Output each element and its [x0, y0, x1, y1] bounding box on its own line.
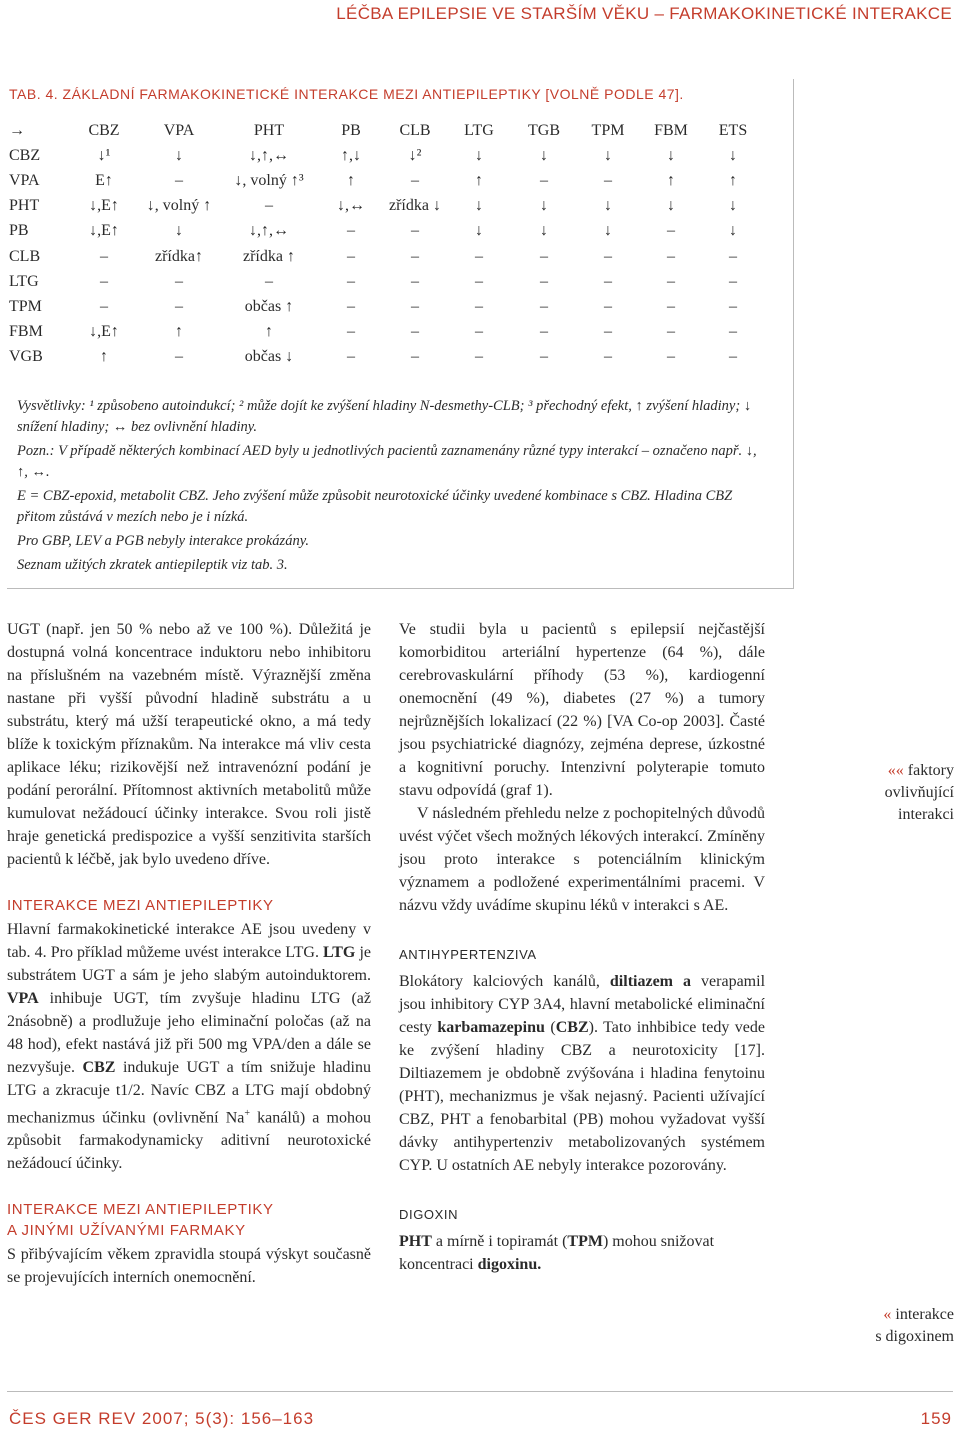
- middle-column: [399, 618, 765, 1276]
- table-cell: ↓: [604, 146, 612, 164]
- left-column: [7, 618, 371, 1289]
- table-cell: ↓,↔: [337, 197, 365, 215]
- chevron-left-icon: «: [883, 1306, 892, 1323]
- table-row: [9, 143, 763, 168]
- table-cell: –: [411, 348, 419, 366]
- column-header: LTG: [464, 121, 494, 139]
- journal-citation: ČES GER REV 2007; 5(3): 156–163: [9, 1409, 315, 1428]
- paragraph: S přibývajícím věkem zpravidla stoupá výskyt současně se projevujících interních onemocnění.: [7, 1246, 371, 1287]
- table-cell: –: [540, 297, 548, 315]
- table-cell: –: [667, 348, 675, 366]
- table-row: [9, 168, 763, 193]
- table-cell: –: [411, 297, 419, 315]
- table-note: Pro GBP, LEV a PGB nebyly interakce prokázány.: [17, 533, 309, 549]
- table-cell: –: [347, 272, 355, 290]
- row-header: PB: [9, 222, 29, 240]
- table-cell: –: [729, 323, 737, 341]
- table-row: [9, 294, 763, 319]
- table-cell: –: [604, 272, 612, 290]
- table-caption: TAB. 4. ZÁKLADNÍ FARMAKOKINETICKÉ INTERAKCE MEZI ANTIEPILEPTIKY [VOLNĚ PODLE 47].: [9, 86, 684, 102]
- table-cell: –: [540, 247, 548, 265]
- column-header: TGB: [528, 121, 560, 139]
- table-cell: –: [540, 272, 548, 290]
- table-cell: ↓: [729, 222, 737, 240]
- table-cell: ↓: [540, 222, 548, 240]
- table-cell: –: [475, 247, 483, 265]
- row-header: PHT: [9, 197, 40, 215]
- column-header: CLB: [399, 121, 431, 139]
- table-cell: –: [265, 197, 273, 215]
- page-number: 159: [920, 1409, 952, 1428]
- table-cell: ↓: [667, 197, 675, 215]
- table-note: E = CBZ-epoxid, metabolit CBZ. Jeho zvýšení může způsobit neurotoxické účinky uvedené kombinace s CBZ. Hladina CBZ přitom zůstává v mezích nebo je i nízká.: [17, 488, 733, 525]
- table-cell: ↓, volný ↑: [146, 197, 212, 215]
- table-cell: –: [667, 247, 675, 265]
- table-cell: –: [604, 171, 612, 189]
- table-cell: zřídka↑: [155, 247, 203, 265]
- paragraph: V následném přehledu nelze z pochopitelných důvodů uvést výčet všech možných lékových interakcí. Zmíněny jsou proto interakce s potenciálním klinickým významem a podložené experimentálními pracemi. V názvu vždy uvádíme skupinu léků v interakci s AE.: [399, 805, 765, 914]
- column-header: ETS: [718, 121, 748, 139]
- table-cell: –: [667, 323, 675, 341]
- table-cell: –: [604, 323, 612, 341]
- table-box-rule: [793, 79, 794, 589]
- table-note: Seznam užitých zkratek antiepileptik viz tab. 3.: [17, 557, 288, 573]
- table-cell: –: [667, 297, 675, 315]
- paragraph: Blokátory kalciových kanálů, diltiazem a verapamil jsou inhibitory CYP 3A4, hlavní metabolické eliminační cesty karbamazepinu (CBZ). Tato inhbibice tedy vede ke zvýšení hladiny CBZ a neurotoxicity [17]. Diltiazemem je obdobně zvýšována i hladina fenytoinu (PHT), mechanizmus je však nejasný. Pacienti užívající CBZ, PHT a fenobarbital (PB) mohou vyžadovat vyšší dávky antihypertenziv metabolizovaných systémem CYP. U ostatních AE nebyly interakce pozorovány.: [399, 973, 766, 1174]
- table-cell: občas ↑: [244, 297, 294, 315]
- footer-rule: [7, 1391, 953, 1392]
- table-cell: ↑: [265, 323, 273, 341]
- table-cell: –: [175, 272, 183, 290]
- table-cell: ↓: [604, 222, 612, 240]
- table-cell: –: [100, 272, 108, 290]
- table-cell: –: [347, 323, 355, 341]
- table-cell: ↑: [475, 171, 483, 189]
- table-cell: –: [604, 297, 612, 315]
- table-cell: ↑,↓: [341, 146, 361, 164]
- table-row: [9, 320, 763, 345]
- table-cell: –: [265, 272, 273, 290]
- paragraph: Ve studii byla u pacientů s epilepsií nejčastější komorbiditou arteriální hypertenze (64 %), dále cerebrovaskulární příhody (53 %), kardiogenní onemocnění (49 %), diabetes (27 %) a tumory nejrůznějších lokalizací (22 %) [VA Co-op 2003]. Časté jsou psychiatrické diagnózy, zejména deprese, úzkostné a kognitivní poruchy. Intenzivní polyterapie tomuto stavu odpovídá (graf 1).: [399, 621, 765, 799]
- table-note: Pozn.: V případě některých kombinací AED byly u jednotlivých pacientů zaznamenány různé typy interakcí – označeno např. ↓, ↑, ↔.: [17, 443, 757, 480]
- table-cell: –: [729, 272, 737, 290]
- row-header: LTG: [9, 272, 39, 290]
- subsection-heading: DIGOXIN: [399, 1207, 459, 1222]
- table-cell: –: [729, 297, 737, 315]
- table-cell: ↓,E↑: [89, 323, 119, 341]
- subsection-heading: ANTIHYPERTENZIVA: [399, 947, 537, 962]
- table-cell: ↓: [729, 197, 737, 215]
- margin-note-digoxin: « interakce s digoxinem: [875, 1306, 954, 1345]
- table-cell: zřídka ↓: [389, 197, 441, 215]
- table-cell: –: [347, 222, 355, 240]
- row-header: TPM: [9, 297, 42, 315]
- table-cell: ↓: [475, 197, 483, 215]
- table-row: [9, 269, 763, 294]
- table-cell: –: [667, 272, 675, 290]
- table-cell: –: [667, 222, 675, 240]
- table-cell: ↓: [540, 197, 548, 215]
- table-cell: E↑: [95, 171, 113, 189]
- table-cell: ↓,E↑: [89, 222, 119, 240]
- table-cell: –: [729, 247, 737, 265]
- table-cell: ↑: [667, 171, 675, 189]
- table-cell: ↓: [175, 222, 183, 240]
- table-cell: ↓,↑,↔: [249, 222, 289, 240]
- table-corner-arrow: →: [9, 121, 25, 139]
- table-cell: –: [540, 323, 548, 341]
- table-cell: –: [411, 222, 419, 240]
- table-cell: ↓: [175, 146, 183, 164]
- table-cell: ↑: [729, 171, 737, 189]
- table-cell: ↑: [100, 348, 108, 366]
- column-header: TPM: [591, 121, 625, 139]
- table-cell: –: [411, 323, 419, 341]
- column-header: PHT: [253, 121, 285, 139]
- table-cell: –: [347, 247, 355, 265]
- table-cell: ↓: [604, 197, 612, 215]
- row-header: VGB: [9, 348, 43, 366]
- table-cell: –: [175, 171, 183, 189]
- table-row: [9, 194, 763, 219]
- table-row: [9, 219, 763, 244]
- double-chevron-left-icon: ««: [887, 762, 904, 779]
- table-cell: ↓: [540, 146, 548, 164]
- table-cell: ↓, volný ↑³: [234, 171, 304, 189]
- table-cell: –: [475, 323, 483, 341]
- paragraph: Hlavní farmakokinetické interakce AE jsou uvedeny v tab. 4. Pro příklad můžeme uvést interakce LTG. LTG je substrátem UGT a sám je jeho slabým autoinduktorem. VPA inhibuje UGT, tím zvyšuje hladinu LTG (až 2násobně) a prodlužuje jeho eliminační poločas (až na 48 hod), efekt nastává již při 500 mg VPA/den a dále se nezvyšuje. CBZ indukuje UGT a tím snižuje hladinu LTG a zkracuje t1/2. Navíc CBZ a LTG mají obdobný mechanizmus účinku (ovlivnění Na+ kanálů) a mohou způsobit farmakodynamicky aditivní neurotoxické nežádoucí účinky.: [7, 921, 371, 1173]
- table-cell: –: [175, 297, 183, 315]
- table-cell: ↓: [475, 146, 483, 164]
- table-cell: –: [175, 348, 183, 366]
- table-header-row: [9, 118, 763, 143]
- table-cell: –: [475, 272, 483, 290]
- table-cell: –: [347, 348, 355, 366]
- table-cell: –: [100, 247, 108, 265]
- column-header: VPA: [163, 121, 195, 139]
- table-cell: –: [411, 171, 419, 189]
- table-cell: –: [475, 297, 483, 315]
- column-header: PB: [341, 121, 361, 139]
- table-cell: ↓²: [408, 146, 422, 164]
- table-cell: ↑: [175, 323, 183, 341]
- table-cell: –: [729, 348, 737, 366]
- paragraph: PHT a mírně i topiramát (TPM) mohou snižovat koncentraci digoxinu.: [399, 1233, 715, 1273]
- interaction-table: [9, 118, 763, 370]
- table-cell: ↓,E↑: [89, 197, 119, 215]
- row-header: CBZ: [9, 146, 41, 164]
- column-header: CBZ: [88, 121, 120, 139]
- section-heading: INTERAKCE MEZI ANTIEPILEPTIKY: [7, 897, 274, 914]
- margin-note-factors: «« faktory ovlivňující interakci: [884, 762, 954, 823]
- table-cell: ↑: [347, 171, 355, 189]
- table-cell: –: [604, 247, 612, 265]
- section-heading: INTERAKCE MEZI ANTIEPILEPTIKY A JINÝMI UŽÍVANÝMI FARMAKY: [7, 1201, 274, 1240]
- column-header: FBM: [654, 121, 688, 139]
- table-cell: –: [411, 272, 419, 290]
- table-cell: ↓: [475, 222, 483, 240]
- table-cell: –: [604, 348, 612, 366]
- table-notes: [17, 396, 762, 579]
- table-cell: občas ↓: [244, 348, 294, 366]
- table-cell: ↓¹: [97, 146, 111, 164]
- table-cell: –: [475, 348, 483, 366]
- table-cell: –: [347, 297, 355, 315]
- table-row: [9, 244, 763, 269]
- table-note: Vysvětlivky: ¹ způsobeno autoindukcí; ² může dojít ke zvýšení hladiny N-desmethy-CLB; ³ přechodný efekt, ↑ zvýšení hladiny; ↓ snížení hladiny; ↔ bez ovlivnění hladiny.: [17, 398, 752, 435]
- row-header: FBM: [9, 323, 43, 341]
- table-cell: ↓: [667, 146, 675, 164]
- table-row: [9, 345, 763, 370]
- table-box-bottom-rule: [7, 588, 793, 589]
- table-cell: –: [540, 171, 548, 189]
- table-cell: –: [411, 247, 419, 265]
- row-header: CLB: [9, 247, 41, 265]
- paragraph: UGT (např. jen 50 % nebo až ve 100 %). Důležitá je dostupná volná koncentrace induktoru nebo inhibitoru na příslušném na vazebném místě. Výraznější změna nastane při vyšší původní hladině substrátu a u substrátu, který má užší terapeutické okno, a má tedy blíže k toxickým příznakům. Na interakce má vliv cesta aplikace léku; rizikovější než intravenózní podání je podání perorální. Přítomnost aktivních metabolitů může kumulovat nežádoucí účinky interakce. Svou roli jistě hraje genetická predispozice a vyšší senzitivita starších pacientů k léčbě, jak bylo uvedeno dříve.: [7, 621, 371, 868]
- table-cell: zřídka ↑: [243, 247, 295, 265]
- table-cell: ↓: [729, 146, 737, 164]
- table-cell: ↓,↑,↔: [249, 146, 289, 164]
- row-header: VPA: [9, 171, 40, 189]
- table-cell: –: [540, 348, 548, 366]
- table-cell: –: [100, 297, 108, 315]
- running-head: LÉČBA EPILEPSIE VE STARŠÍM VĚKU – FARMAKOKINETICKÉ INTERAKCE: [336, 4, 952, 23]
